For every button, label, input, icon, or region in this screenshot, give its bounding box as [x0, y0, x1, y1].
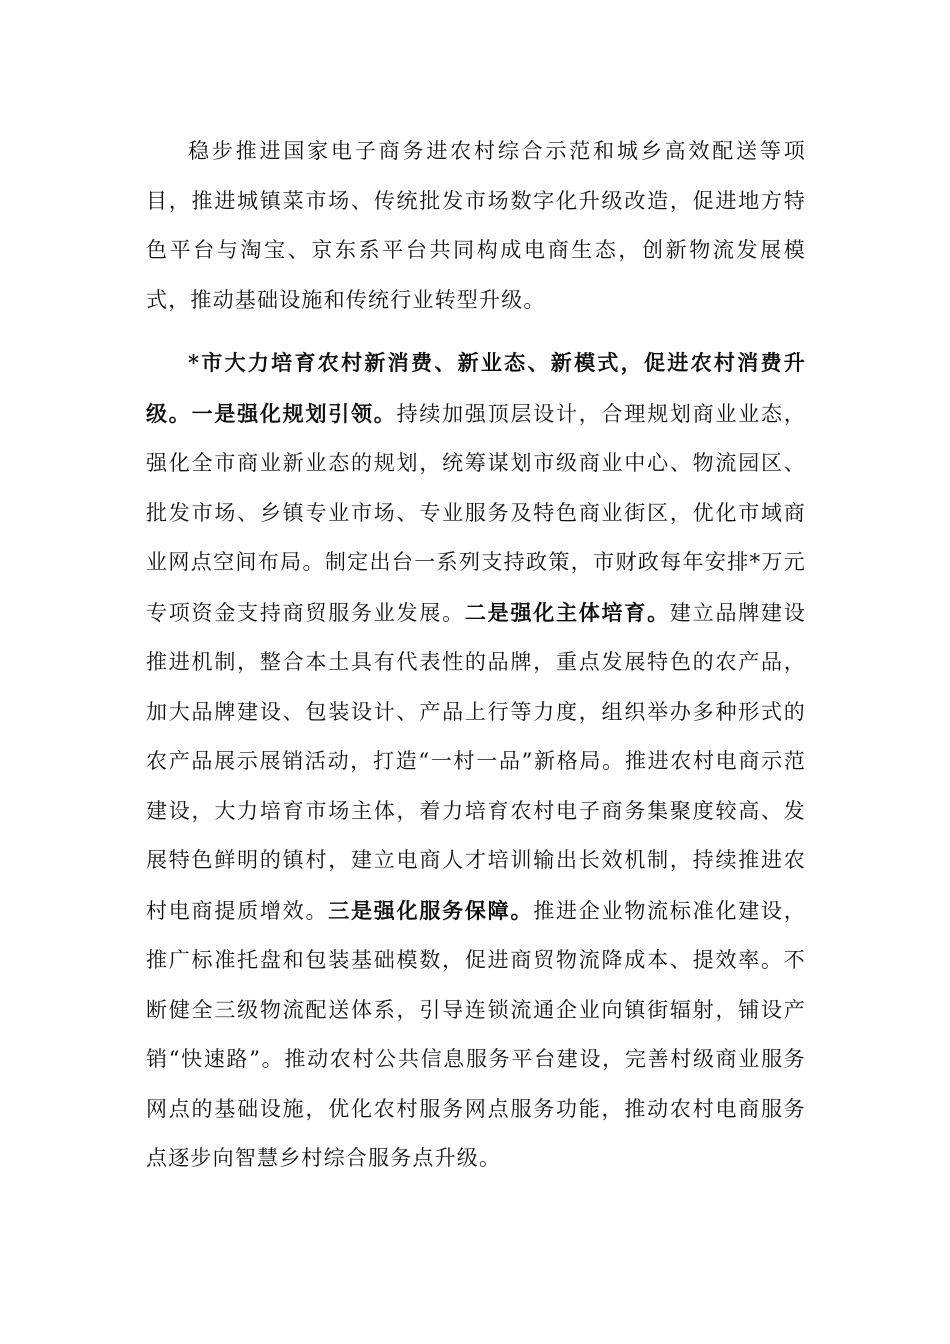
section-title-cultivation: 二是强化主体培育。: [464, 599, 670, 625]
paragraph-lead-heading: *市大力培育农村新消费、新业态、新模式，促进农村消费升级。: [146, 350, 806, 426]
section-title-service: 三是强化服务保障。: [328, 897, 534, 923]
paragraph-ecommerce-demo: 稳步推进国家电子商务进农村综合示范和城乡高效配送等项目，推进城镇菜市场、传统批发市场数字化升级改造，促进地方特色平台与淘宝、京东系平台共同构成电商生态，创新物流发展模式，推动基础设施和传统行业转型升级。: [146, 139, 806, 312]
paragraph-rural-consumption: [146, 338, 806, 1184]
section-title-planning: 一是强化规划引领。: [191, 400, 397, 426]
section-body-service: 推进企业物流标准化建设，推广标准托盘和包装基础模数，促进商贸物流降成本、提效率。不断健全三级物流配送体系，引导连锁流通企业向镇街辐射，铺设产销“快速路”。推动农村公共信息服务平台建设，完善村级商业服务网点的基础设施，优化农村服务网点服务功能，推动农村电商服务点逐步向智慧乡村综合服务点升级。: [146, 898, 806, 1170]
section-body-planning: 持续加强顶层设计，合理规划商业业态，强化全市商业新业态的规划，统筹谋划市级商业中心、物流园区、批发市场、乡镇专业市场、专业服务及特色商业街区，优化市域商业网点空间布局。制定出台一系列支持政策，市财政每年安排*万元专项资金支持商贸服务业发展。: [146, 401, 806, 625]
section-body-cultivation: 建立品牌建设推进机制，整合本土具有代表性的品牌，重点发展特色的农产品，加大品牌建设、包装设计、产品上行等力度，组织举办多种形式的农产品展示展销活动，打造“一村一品”新格局。推进农村电商示范建设，大力培育市场主体，着力培育农村电子商务集聚度较高、发展特色鲜明的镇村，建立电商人才培训输出长效机制，持续推进农村电商提质增效。: [146, 600, 806, 923]
